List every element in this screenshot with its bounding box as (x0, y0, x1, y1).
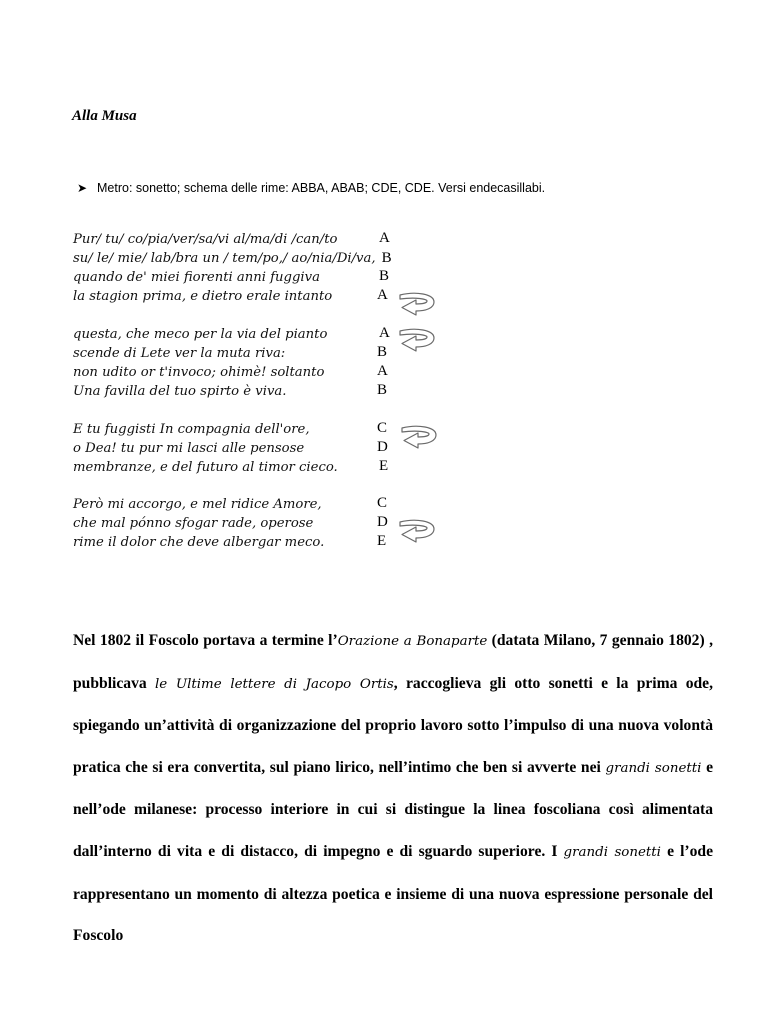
prose-text: e l’ode rappresentano un momento di altezza poetica e insieme di una nuova espressione personale del Foscolo (73, 842, 714, 945)
verse-text: Una favilla del tuo spirto è viva. (73, 384, 287, 399)
rhyme-letter: B (381, 250, 392, 266)
work-title: Orazione a Bonaparte (337, 634, 488, 649)
metro-text: Metro: sonetto; schema delle rime: ABBA, ABAB; CDE, CDE. Versi endecasillabi. (97, 181, 546, 195)
verse-text: E tu fuggisti In compagnia dell'ore, (73, 422, 310, 437)
verse-text: membranze, e del futuro al timor cieco. (73, 460, 338, 475)
stanza-4 (73, 494, 388, 551)
verse-line (73, 286, 392, 305)
work-title: le Ultime lettere di Jacopo Ortis (154, 676, 394, 692)
prose-text: e nell’ode milanese: processo interiore in cui si distingue la linea foscoliana così alimentata dall’interno di vita e di distacco, di impegno e di sguardo superiore. I (73, 758, 713, 860)
stanza-1 (73, 229, 392, 305)
verse-line (73, 532, 387, 551)
rhyme-letter: E (377, 533, 387, 549)
rhyme-letter: D (377, 439, 388, 455)
rhyme-letter: B (379, 268, 390, 284)
verse-text: non udito or t'invoco; ohimè! soltanto (73, 365, 325, 380)
emphasis-text: grandi sonetti (563, 844, 661, 860)
verse-line (73, 229, 392, 248)
rhyme-letter: C (377, 420, 388, 436)
verse-line (73, 267, 392, 286)
verse-line (73, 419, 388, 438)
stanza-2 (73, 324, 390, 400)
verse-line (73, 362, 388, 381)
verse-text: su/ le/ mie/ lab/bra un / tem/po,/ ao/nia/Di/va, (73, 251, 376, 266)
verse-line (73, 343, 388, 362)
arrowhead-bullet-icon: ➤ (77, 181, 88, 195)
rhyme-letter: A (379, 325, 390, 341)
rhyme-letter: E (379, 458, 389, 474)
verse-line (73, 381, 388, 400)
verse-text: che mal pónno sfogar rade, operose (73, 516, 314, 531)
curved-arrow-icon (394, 517, 440, 547)
curved-arrow-icon (396, 423, 442, 453)
verse-line (73, 513, 388, 532)
verse-line (73, 248, 392, 267)
verse-line (73, 438, 388, 457)
rhyme-letter: B (377, 344, 388, 360)
stanza-3 (73, 419, 389, 476)
metro-bullet-item (77, 181, 545, 195)
verse-text: rime il dolor che deve albergar meco. (73, 535, 325, 550)
prose-text: Nel 1802 il Foscolo portava a termine l’ (73, 632, 338, 649)
verse-text: questa, che meco per la via del pianto (73, 327, 328, 342)
rhyme-letter: A (377, 363, 388, 379)
prose-text: (datata Milano, 7 gennaio 1802) , pubblicava (73, 632, 713, 692)
verse-text: quando de' miei fiorenti anni fuggiva (73, 270, 320, 285)
verse-text: scende di Lete ver la muta riva: (73, 346, 286, 361)
verse-line (73, 324, 390, 343)
rhyme-letter: A (377, 287, 388, 303)
verse-text: Pur/ tu/ co/pia/ver/sa/vi al/ma/di /can/to (73, 232, 338, 247)
verse-line (73, 457, 389, 476)
verse-text: Però mi accorgo, e mel ridice Amore, (73, 497, 322, 512)
verse-text: o Dea! tu pur mi lasci alle pensose (73, 441, 305, 456)
rhyme-letter: C (377, 495, 388, 511)
verse-line (73, 494, 388, 513)
rhyme-letter: B (377, 382, 388, 398)
rhyme-letter: D (377, 514, 388, 530)
curved-arrow-icon (394, 290, 440, 320)
rhyme-letter: A (379, 230, 390, 246)
verse-text: la stagion prima, e dietro erale intanto (73, 289, 333, 304)
body-paragraph (73, 620, 713, 957)
curved-arrow-icon (394, 326, 440, 356)
prose-text: , raccoglieva gli otto sonetti e la prima ode, spiegando un’attività di organizzazione del proprio lavoro sotto l’impulso di una nuova volontà pratica che si era convertita, sul piano lirico, nell’intimo che ben si avverte nei (73, 674, 713, 776)
page-title: Alla Musa (72, 108, 137, 124)
emphasis-text: grandi sonetti (605, 760, 702, 776)
